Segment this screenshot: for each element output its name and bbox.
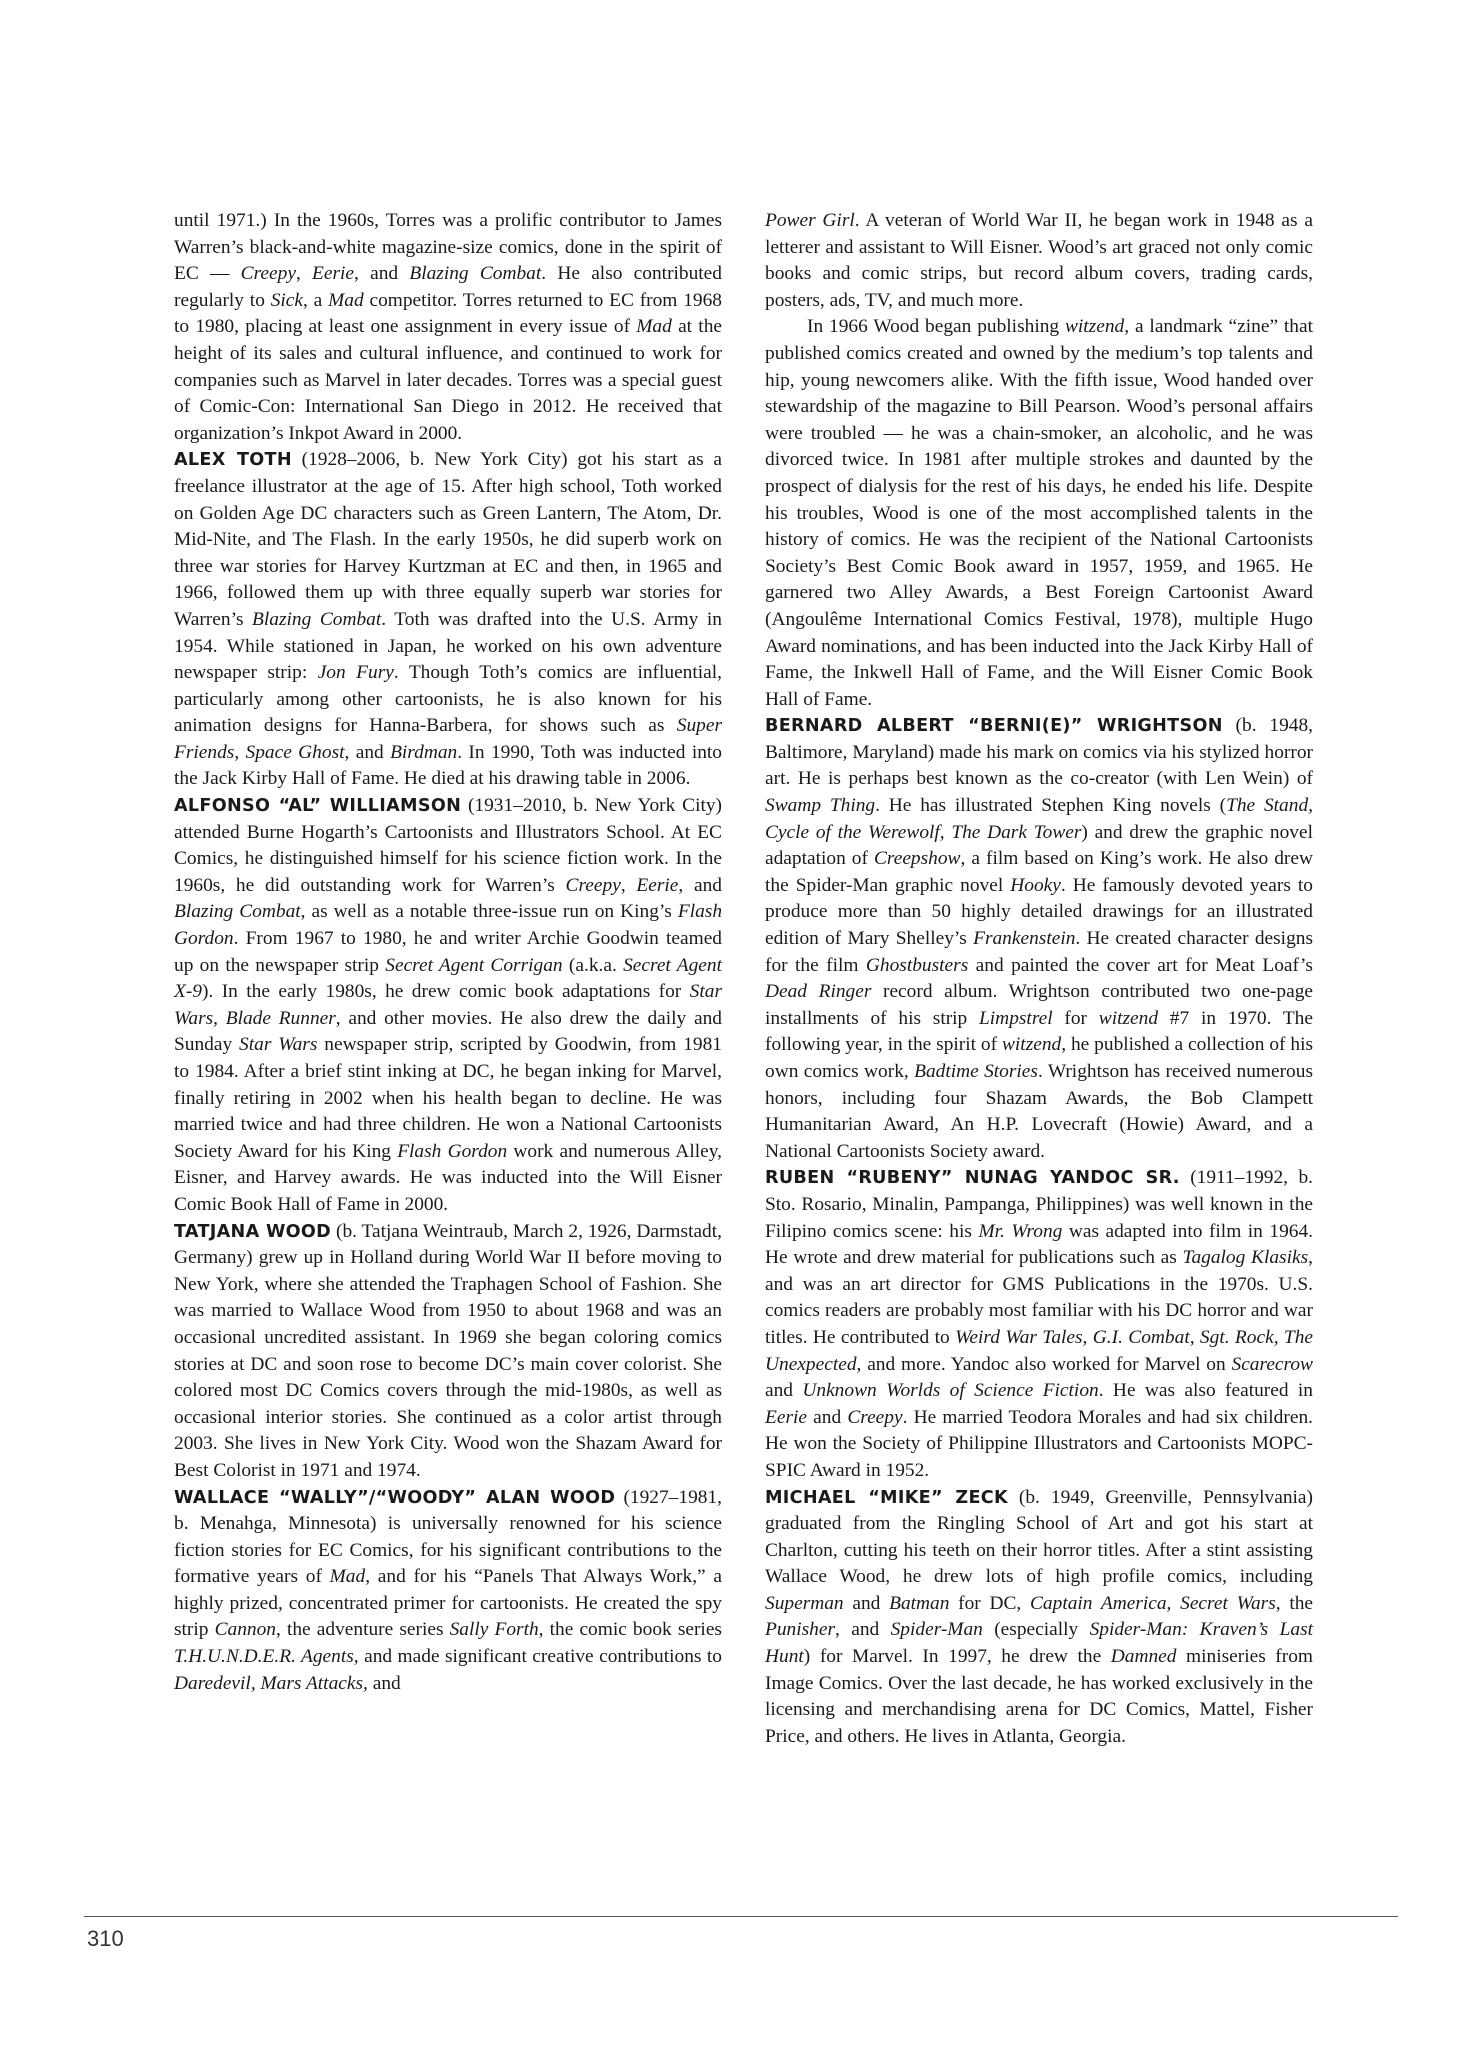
entry-tatjana-wood: TATJANA WOOD (b. Tatjana Weintraub, March 2, 1926, Darmstadt, Germany) grew up in Holland during World War II before moving to New York, where she attended the Traphagen School of Fashion. She was married to Wallace Wood from 1950 to about 1968 and was an occasional uncredited assistant. In 1969 she began coloring comics stories at DC and soon rose to become DC’s main cover colorist. She colored most DC Comics covers through the mid-1980s, as well as occasional interior stories. She continued as a color artist through 2003. She lives in New York City. Wood won the Shazam Award for Best Colorist in 1971 and 1974. (174, 1220, 722, 1481)
entry-name: WALLACE “WALLY”/“WOODY” ALAN WOOD (174, 1487, 616, 1508)
entry-name: ALFONSO “AL” WILLIAMSON (174, 796, 462, 817)
entry-berni-wrightson: BERNARD ALBERT “BERNI(E)” WRIGHTSON (b. 1948, Baltimore, Maryland) made his mark on comics via his stylized horror art. He is perhaps best known as the co-creator (with Len Wein) of Swamp Thing. He has illustrated Stephen King novels (The Stand, Cycle of the Werewolf, The Dark Tower) and drew the graphic novel adaptation of Creepshow, a film based on King’s work. He also drew the Spider-Man graphic novel Hooky. He famously devoted years to produce more than 50 highly detailed drawings for an illustrated edition of Mary Shelley’s Frankenstein. He created character designs for the film Ghostbusters and painted the cover art for Meat Loaf’s Dead Ringer record album. Wrightson contributed two one-page installments of his strip Limpstrel for witzend #7 in 1970. The following year, in the spirit of witzend, he published a collection of his own comics work, Badtime Stories. Wrightson has received numerous honors, including four Shazam Awards, the Bob Clampett Humanitarian Award, An H.P. Lovecraft (Howie) Award, and a National Cartoonists Society award. (765, 715, 1314, 1162)
wallace-wood-continuation: Power Girl. A veteran of World War II, he began work in 1948 as a letterer and assistant to Will Eisner. Wood’s art graced not only comic books and comic strips, but record album covers, trading cards, posters, ads, TV, and much more. (765, 210, 1313, 311)
entry-al-williamson: ALFONSO “AL” WILLIAMSON (1931–2010, b. New York City) attended Burne Hogarth’s Cartoonists and Illustrators School. At EC Comics, he distinguished himself for his science fiction work. In the 1960s, he did outstanding work for Warren’s Creepy, Eerie, and Blazing Combat, as well as a notable three-issue run on King’s Flash Gordon. From 1967 to 1980, he and writer Archie Goodwin teamed up on the newspaper strip Secret Agent Corrigan (a.k.a. Secret Agent X-9). In the early 1980s, he drew comic book adaptations for Star Wars, Blade Runner, and other movies. He also drew the daily and Sunday Star Wars newspaper strip, scripted by Goodwin, from 1981 to 1984. After a brief stint inking at DC, he began inking for Marvel, finally retiring in 2002 when his health began to decline. He was married twice and had three children. He won a National Cartoonists Society Award for his King Flash Gordon work and numerous Alley, Eisner, and Harvey awards. He was inducted into the Will Eisner Comic Book Hall of Fame in 2000. (174, 795, 723, 1215)
entry-name: RUBEN “RUBENY” NUNAG YANDOC SR. (765, 1168, 1180, 1189)
footer-rule (84, 1916, 1398, 1917)
entry-alex-toth: ALEX TOTH (1928–2006, b. New York City) got his start as a freelance illustrator at the age of 15. After high school, Toth worked on Golden Age DC characters such as Green Lantern, The Atom, Dr. Mid-Nite, and The Flash. In the early 1950s, he did superb work on three war stories for Harvey Kurtzman at EC and then, in 1965 and 1966, followed them up with three equally superb war stories for Warren’s Blazing Combat. Toth was drafted into the U.S. Army in 1954. While stationed in Japan, he worked on his own adventure newspaper strip: Jon Fury. Though Toth’s comics are influential, particularly among other cartoonists, he is also known for his animation designs for Hanna-Barbera, for shows such as Super Friends, Space Ghost, and Birdman. In 1990, Toth was inducted into the Jack Kirby Hall of Fame. He died at his drawing table in 2006. (174, 449, 723, 790)
entry-name: ALEX TOTH (174, 450, 292, 471)
page-number: 310 (87, 1926, 124, 1951)
entry-name: BERNARD ALBERT “BERNI(E)” WRIGHTSON (765, 716, 1223, 737)
left-column (174, 208, 722, 1697)
entry-name: MICHAEL “MIKE” ZECK (765, 1487, 1008, 1508)
witzend-paragraph: In 1966 Wood began publishing witzend, a landmark “zine” that published comics created and owned by the medium’s top talents and hip, young newcomers alike. With the fifth issue, Wood handed over stewardship of the magazine to Bill Pearson. Wood’s personal affairs were troubled — he was a chain-smoker, an alcoholic, and he was divorced twice. In 1981 after multiple strokes and daunted by the prospect of dialysis for the rest of his days, he ended his life. Despite his troubles, Wood is one of the most accomplished talents in the history of comics. He was the recipient of the National Cartoonists Society’s Best Comic Book award in 1957, 1959, and 1965. He garnered two Alley Awards, a Best Foreign Cartoonist Award (Angoulême International Comics Festival, 1978), multiple Hugo Award nominations, and has been inducted into the Jack Kirby Hall of Fame, the Inkwell Hall of Fame, and the Will Eisner Comic Book Hall of Fame. (765, 316, 1313, 710)
torres-continuation-paragraph: until 1971.) In the 1960s, Torres was a prolific contributor to James Warren’s black-and-white magazine-size comics, done in the spirit of EC — Creepy, Eerie, and Blazing Combat. He also contributed regularly to Sick, a Mad competitor. Torres returned to EC from 1968 to 1980, placing at least one assignment in every issue of Mad at the height of its sales and cultural influence, and continued to work for companies such as Marvel in later decades. Torres was a special guest of Comic-Con: International San Diego in 2012. He received that organization’s Inkpot Award in 2000. (174, 210, 722, 444)
entry-name: TATJANA WOOD (174, 1221, 332, 1242)
entry-wallace-wood: WALLACE “WALLY”/“WOODY” ALAN WOOD (1927–1981, b. Menahga, Minnesota) is universally renowned for his science fiction stories for EC Comics, for his significant contributions to the formative years of Mad, and for his “Panels That Always Work,” a highly prized, concentrated primer for cartoonists. He created the spy strip Cannon, the adventure series Sally Forth, the comic book series T.H.U.N.D.E.R. Agents, and made significant creative contributions to Daredevil, Mars Attacks, and (174, 1486, 723, 1694)
entry-ruben-yandoc: RUBEN “RUBENY” NUNAG YANDOC SR. (1911–1992, b. Sto. Rosario, Minalin, Pampanga, Philippines) was well known in the Filipino comics scene: his Mr. Wrong was adapted into film in 1964. He wrote and drew material for publications such as Tagalog Klasiks, and was an art director for GMS Publications in the 1970s. U.S. comics readers are probably most familiar with his DC horror and war titles. He contributed to Weird War Tales, G.I. Combat, Sgt. Rock, The Unexpected, and more. Yandoc also worked for Marvel on Scarecrow and Unknown Worlds of Science Fiction. He was also featured in Eerie and Creepy. He married Teodora Morales and had six children. He won the Society of Philippine Illustrators and Cartoonists MOPC-SPIC Award in 1952. (765, 1167, 1314, 1481)
entry-mike-zeck: MICHAEL “MIKE” ZECK (b. 1949, Greenville, Pennsylvania) graduated from the Ringling School of Art and got his start at Charlton, cutting his teeth on their horror titles. After a stint assisting Wallace Wood, he drew lots of high profile comics, including Superman and Batman for DC, Captain America, Secret Wars, the Punisher, and Spider-Man (especially Spider-Man: Kraven’s Last Hunt) for Marvel. In 1997, he drew the Damned miniseries from Image Comics. Over the last decade, he has worked exclusively in the licensing and merchandising arena for DC Comics, Mattel, Fisher Price, and others. He lives in Atlanta, Georgia. (765, 1486, 1314, 1747)
right-column (765, 208, 1313, 1750)
